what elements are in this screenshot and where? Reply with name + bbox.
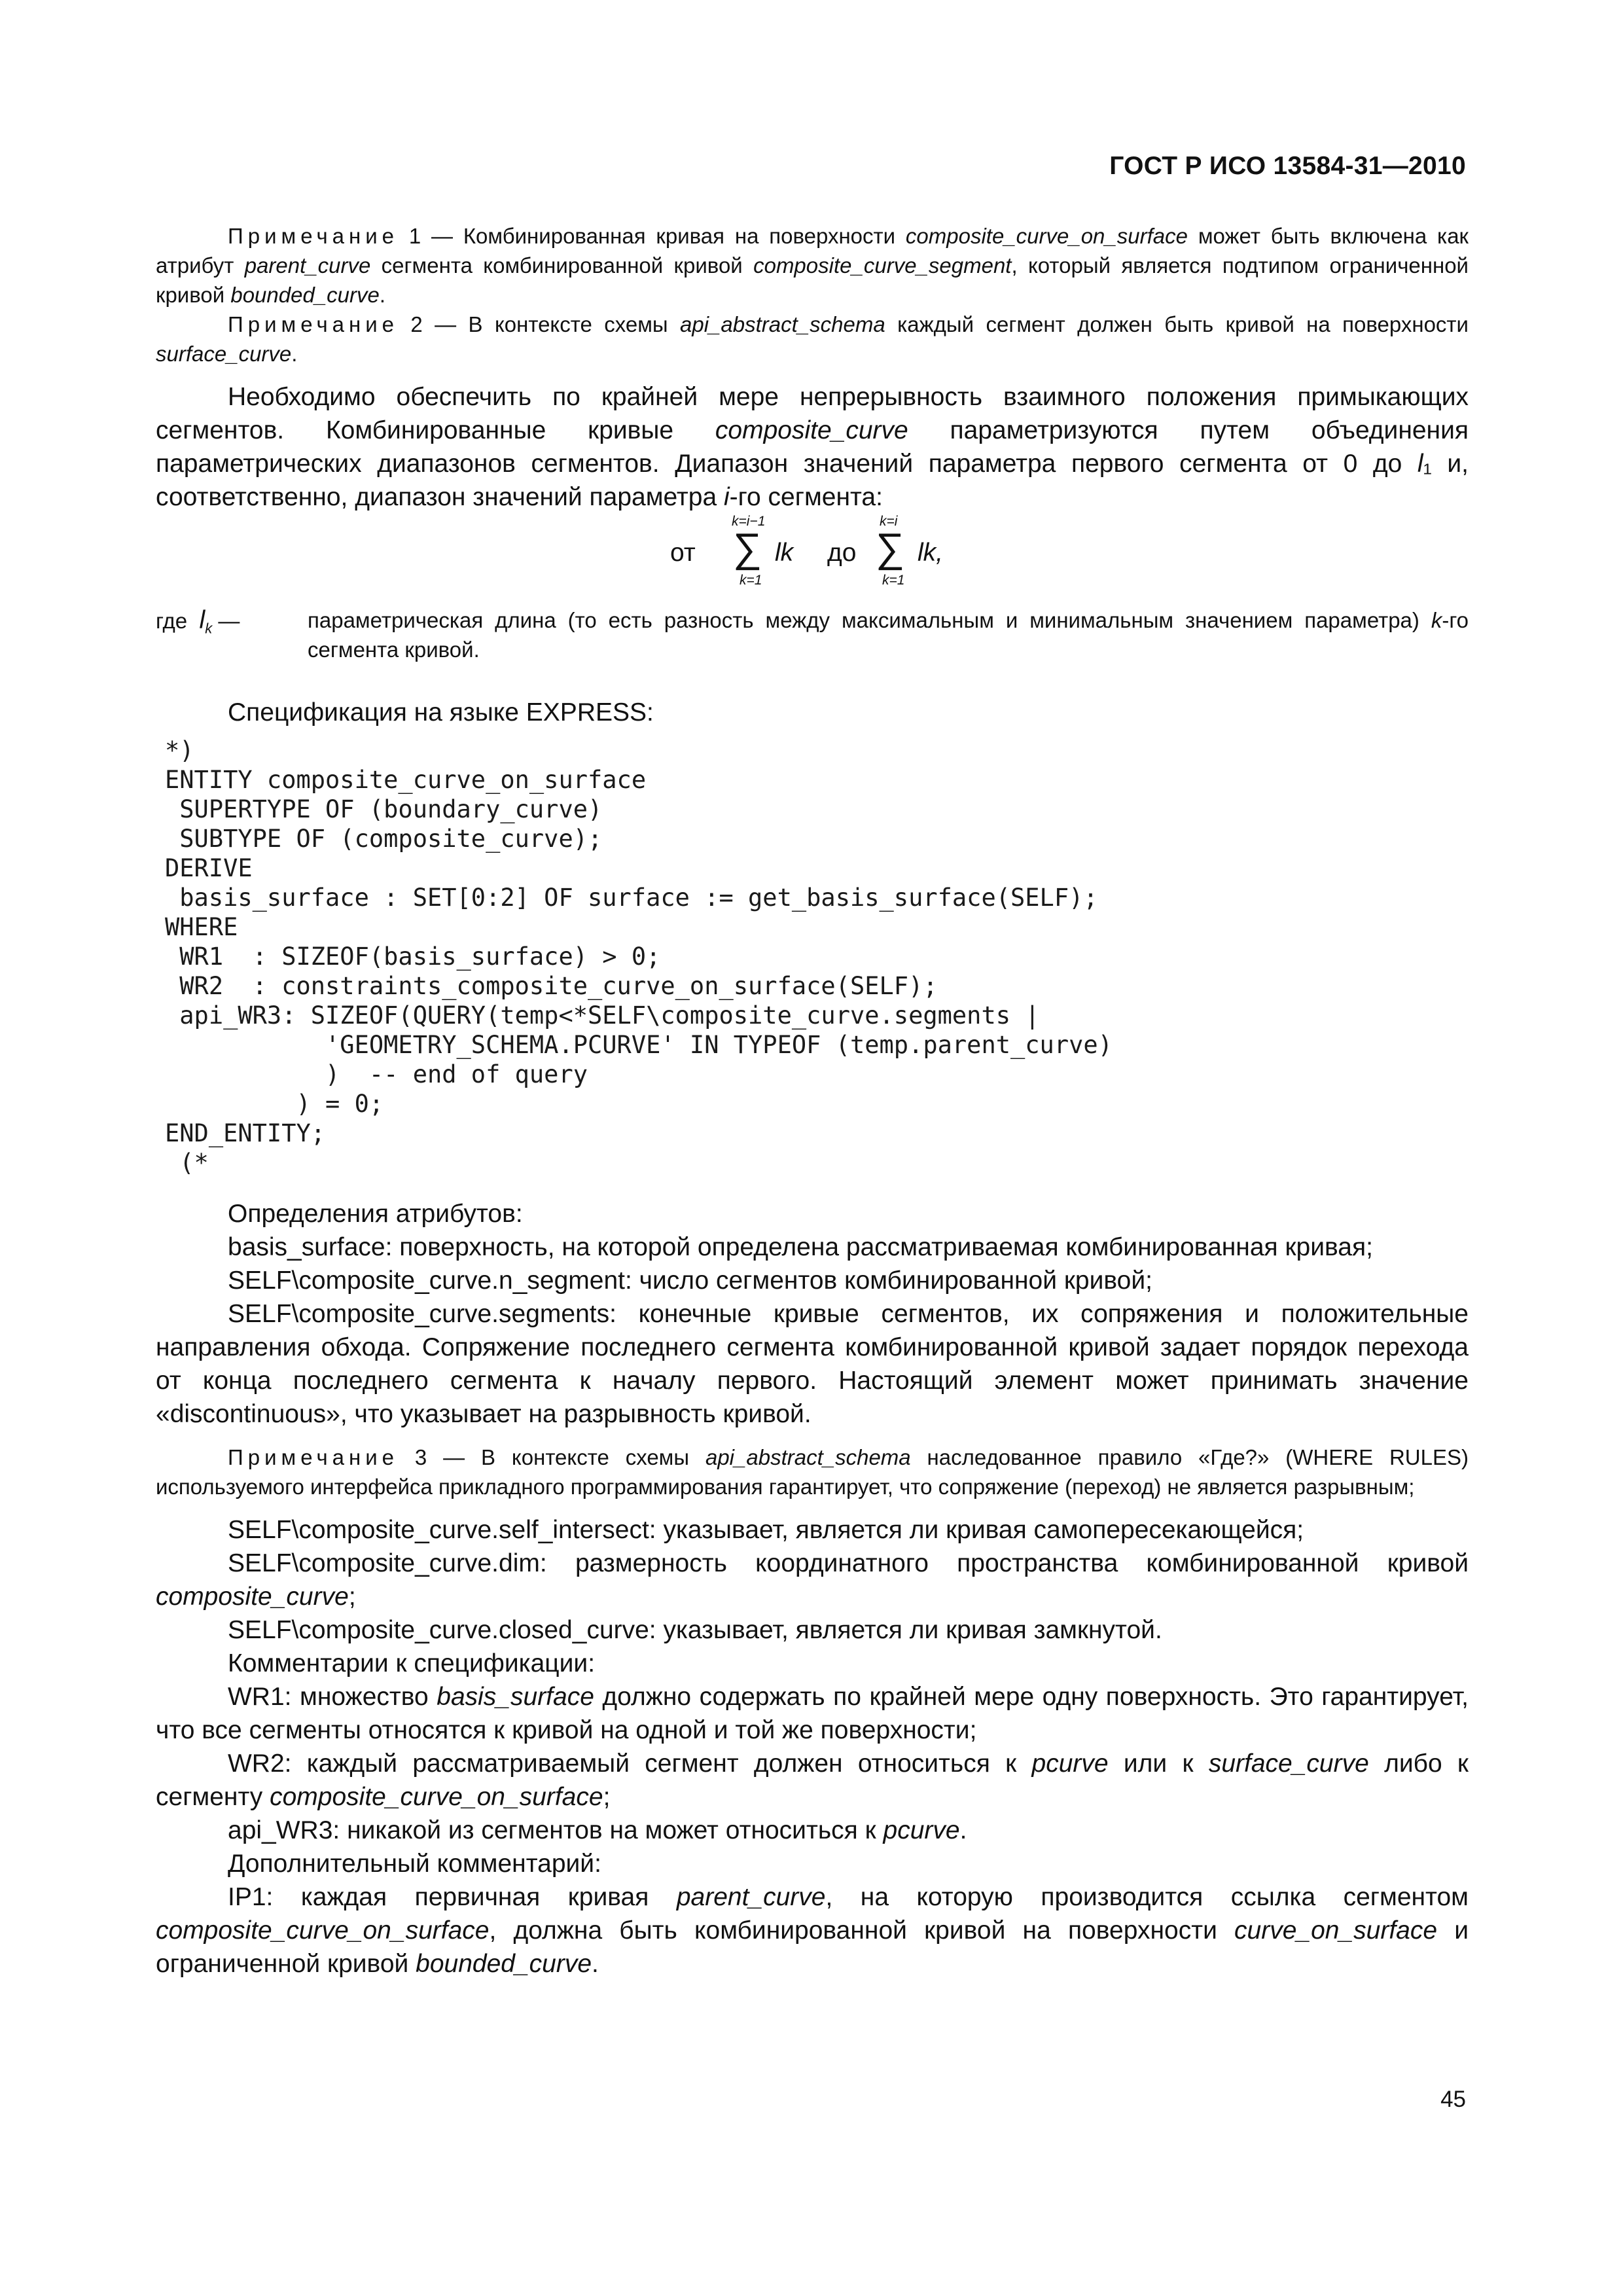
note-label: Примечание xyxy=(228,312,399,336)
comments-list xyxy=(156,1680,1469,1847)
where-label: где $l_k$ — xyxy=(156,606,240,637)
italic-term: bounded_curve xyxy=(230,283,380,307)
note-2 xyxy=(156,310,1469,368)
text-run: , на которую производится ссылка сегментом xyxy=(825,1883,1469,1911)
text-run: SELF\composite_curve.n_segment: число сегментов комбинированной кривой; xyxy=(228,1266,1152,1295)
text-run: . xyxy=(592,1950,599,1978)
express-code-block: *) ENTITY composite_curve_on_surface SUPERTYPE OF (boundary_curve) SUBTYPE OF (composite_curve); DERIVE basis_surface : SET[0:2] OF surface := get_basis_surface(SELF); WHERE WR1 : SIZEOF(basis_surface) > 0; WR2 : constraints_composite_curve_on_surface(SELF); api_WR3: SIZEOF(QUERY(temp<*SELF\composite_curve.segments | 'GEOMETRY_SCHEMA.PCURVE' IN TYPEOF (temp.parent_curve) ) -- end of query ) = 0; END_ENTITY; (* xyxy=(165,736,1113,1177)
sum1-term: lk xyxy=(775,539,794,567)
italic-term: composite_curve_on_surface xyxy=(270,1783,603,1811)
list-paragraph xyxy=(156,1747,1469,1814)
italic-term: parent_curve xyxy=(676,1883,826,1911)
where-dash: — xyxy=(218,609,240,633)
italic-term: curve_on_surface xyxy=(1234,1916,1438,1945)
text-run: WR2: каждый рассматриваемый сегмент должен относиться к xyxy=(228,1749,1032,1778)
text-run: параметрическая длина (то есть разность между максимальным и минимальным значением параметра) xyxy=(308,608,1431,632)
text-run: Необходимо обеспечить по крайней мере непрерывность взаимного положения примыкающих сегментов. Комбинированные кривые xyxy=(156,383,1469,444)
text-run: должно содержать по крайней мере одну поверхность. Это гарантирует, что все сегменты относятся к кривой на одной и той же поверхности; xyxy=(156,1683,1469,1744)
where-text xyxy=(308,605,1469,664)
text-run: SELF\composite_curve.dim: размерность координатного пространства комбинированной кривой xyxy=(228,1549,1469,1577)
text-run: . xyxy=(379,283,386,307)
italic-term: composite_curve_segment xyxy=(753,253,1012,278)
italic-term: surface_curve xyxy=(156,342,292,366)
express-heading: Спецификация на языке EXPRESS: xyxy=(228,698,654,726)
italic-term: api_abstract_schema xyxy=(680,312,885,336)
list-paragraph xyxy=(156,1230,1469,1264)
page-number: 45 xyxy=(1440,2087,1466,2112)
italic-term: composite_curve xyxy=(715,416,908,444)
text-run: api_WR3: никакой из сегментов на может относиться к xyxy=(228,1816,883,1844)
text-run: Комбинированная кривая на поверхности xyxy=(453,224,906,248)
formula-to: до xyxy=(827,539,857,567)
italic-term: pcurve xyxy=(883,1816,960,1844)
text-run: может быть включена как атрибут xyxy=(156,224,1469,278)
text-run: , должна быть комбинированной кривой на поверхности xyxy=(489,1916,1235,1945)
document-header: ГОСТ Р ИСО 13584-31—2010 xyxy=(1109,152,1466,180)
sum1-sigma-icon: ∑ xyxy=(733,526,762,571)
list-paragraph xyxy=(156,1513,1469,1547)
text-run: ; xyxy=(603,1783,611,1811)
text-run: , который является подтипом ограниченной кривой xyxy=(156,253,1469,307)
text-run: -го сегмента: xyxy=(729,483,883,511)
list-paragraph xyxy=(156,1547,1469,1613)
text-run: SELF\composite_curve.self_intersect: указывает, является ли кривая самопересекающейся; xyxy=(228,1516,1304,1544)
text-run: ; xyxy=(348,1583,356,1611)
page-content xyxy=(156,221,1469,1981)
note-number: 2 — xyxy=(410,312,457,336)
sum2-lower-limit: k=1 xyxy=(882,573,905,588)
italic-term: i xyxy=(723,483,730,511)
text-run: сегмента комбинированной кривой xyxy=(370,253,754,278)
text-run: WR1: множество xyxy=(228,1683,437,1711)
note-number: 3 — xyxy=(414,1445,465,1469)
where-clause xyxy=(156,605,1469,664)
list-paragraph xyxy=(156,1264,1469,1297)
where-subscript: k xyxy=(205,620,213,637)
list-paragraph xyxy=(156,1814,1469,1847)
italic-term: composite_curve_on_surface xyxy=(156,1916,490,1945)
text-run: и ограниченной кривой xyxy=(156,1916,1469,1978)
paragraph-text xyxy=(156,383,1469,511)
text-run: ₁ xyxy=(1423,450,1432,478)
text-run: SELF\composite_curve.segments: конечные кривые сегментов, их сопряжения и положительные направления обхода. Сопряжение последнего сегмента комбинированной кривой задает порядок перехода от конца последнего сегмента к началу первого. Настоящий элемент может принимать значение «discontinuous», что указывает на разрывность кривой. xyxy=(156,1300,1469,1428)
sum1-upper-limit: k=i−1 xyxy=(732,514,766,529)
italic-term: basis_surface xyxy=(437,1683,594,1711)
list-paragraph xyxy=(156,1613,1469,1647)
sum2-sigma-icon: ∑ xyxy=(876,526,905,571)
attributes-heading: Определения атрибутов: xyxy=(228,1200,523,1228)
text-run: -го сегмента кривой. xyxy=(308,608,1469,662)
text-run: параметризуются путем объединения параметрических диапазонов сегментов. Диапазон значений параметра первого сегмента от 0 до xyxy=(156,416,1469,478)
italic-term: pcurve xyxy=(1031,1749,1109,1778)
text-run: . xyxy=(291,342,298,366)
comments-heading: Комментарии к спецификации: xyxy=(228,1649,596,1677)
text-run: и, соответственно, диапазон значений параметра xyxy=(156,450,1469,511)
text-run: наследованное правило «Где?» (WHERE RULES) используемого интерфейса прикладного программирования гарантирует, что сопряжение (переход) не является разрывным; xyxy=(156,1445,1469,1499)
italic-term: api_abstract_schema xyxy=(705,1445,911,1469)
list-paragraph xyxy=(156,1680,1469,1747)
italic-term: parent_curve xyxy=(244,253,371,278)
text-run: каждый сегмент должен быть кривой на поверхности xyxy=(885,312,1469,336)
italic-term: composite_curve xyxy=(156,1583,349,1611)
sum2-term: lk, xyxy=(918,539,943,567)
italic-term: l xyxy=(1417,450,1423,478)
sum1-lower-limit: k=1 xyxy=(740,573,762,588)
text-run: basis_surface: поверхность, на которой определена рассматриваемая комбинированная кривая; xyxy=(228,1233,1373,1261)
text-run: IP1: каждая первичная кривая xyxy=(228,1883,677,1911)
text-run: В контексте схемы xyxy=(456,312,680,336)
note-3 xyxy=(156,1443,1469,1501)
text-run: либо к сегменту xyxy=(156,1749,1469,1811)
italic-term: k xyxy=(1431,608,1442,632)
sum2-upper-limit: k=i xyxy=(880,514,898,529)
list-paragraph xyxy=(156,1880,1469,1981)
additional-list xyxy=(156,1880,1469,1981)
italic-term: surface_curve xyxy=(1208,1749,1369,1778)
text-run: SELF\composite_curve.closed_curve: указывает, является ли кривая замкнутой. xyxy=(228,1616,1162,1644)
italic-term: composite_curve_on_surface xyxy=(905,224,1188,248)
additional-heading: Дополнительный комментарий: xyxy=(228,1850,601,1878)
text-run: В контексте схемы xyxy=(465,1445,705,1469)
text-run: . xyxy=(959,1816,967,1844)
italic-term: bounded_curve xyxy=(416,1950,592,1978)
sum-formula xyxy=(156,514,1469,592)
formula-from: от xyxy=(670,539,696,567)
list-paragraph xyxy=(156,1297,1469,1431)
note-label: Примечание xyxy=(228,1445,399,1469)
note-1 xyxy=(156,221,1469,310)
attributes-list-2 xyxy=(156,1513,1469,1647)
text-run: или к xyxy=(1108,1749,1209,1778)
note-number: 1 — xyxy=(408,224,454,248)
where-symbol: l xyxy=(199,606,205,634)
paragraph-continuity xyxy=(156,380,1469,514)
attributes-list xyxy=(156,1230,1469,1431)
note-label: Примечание xyxy=(228,224,399,248)
